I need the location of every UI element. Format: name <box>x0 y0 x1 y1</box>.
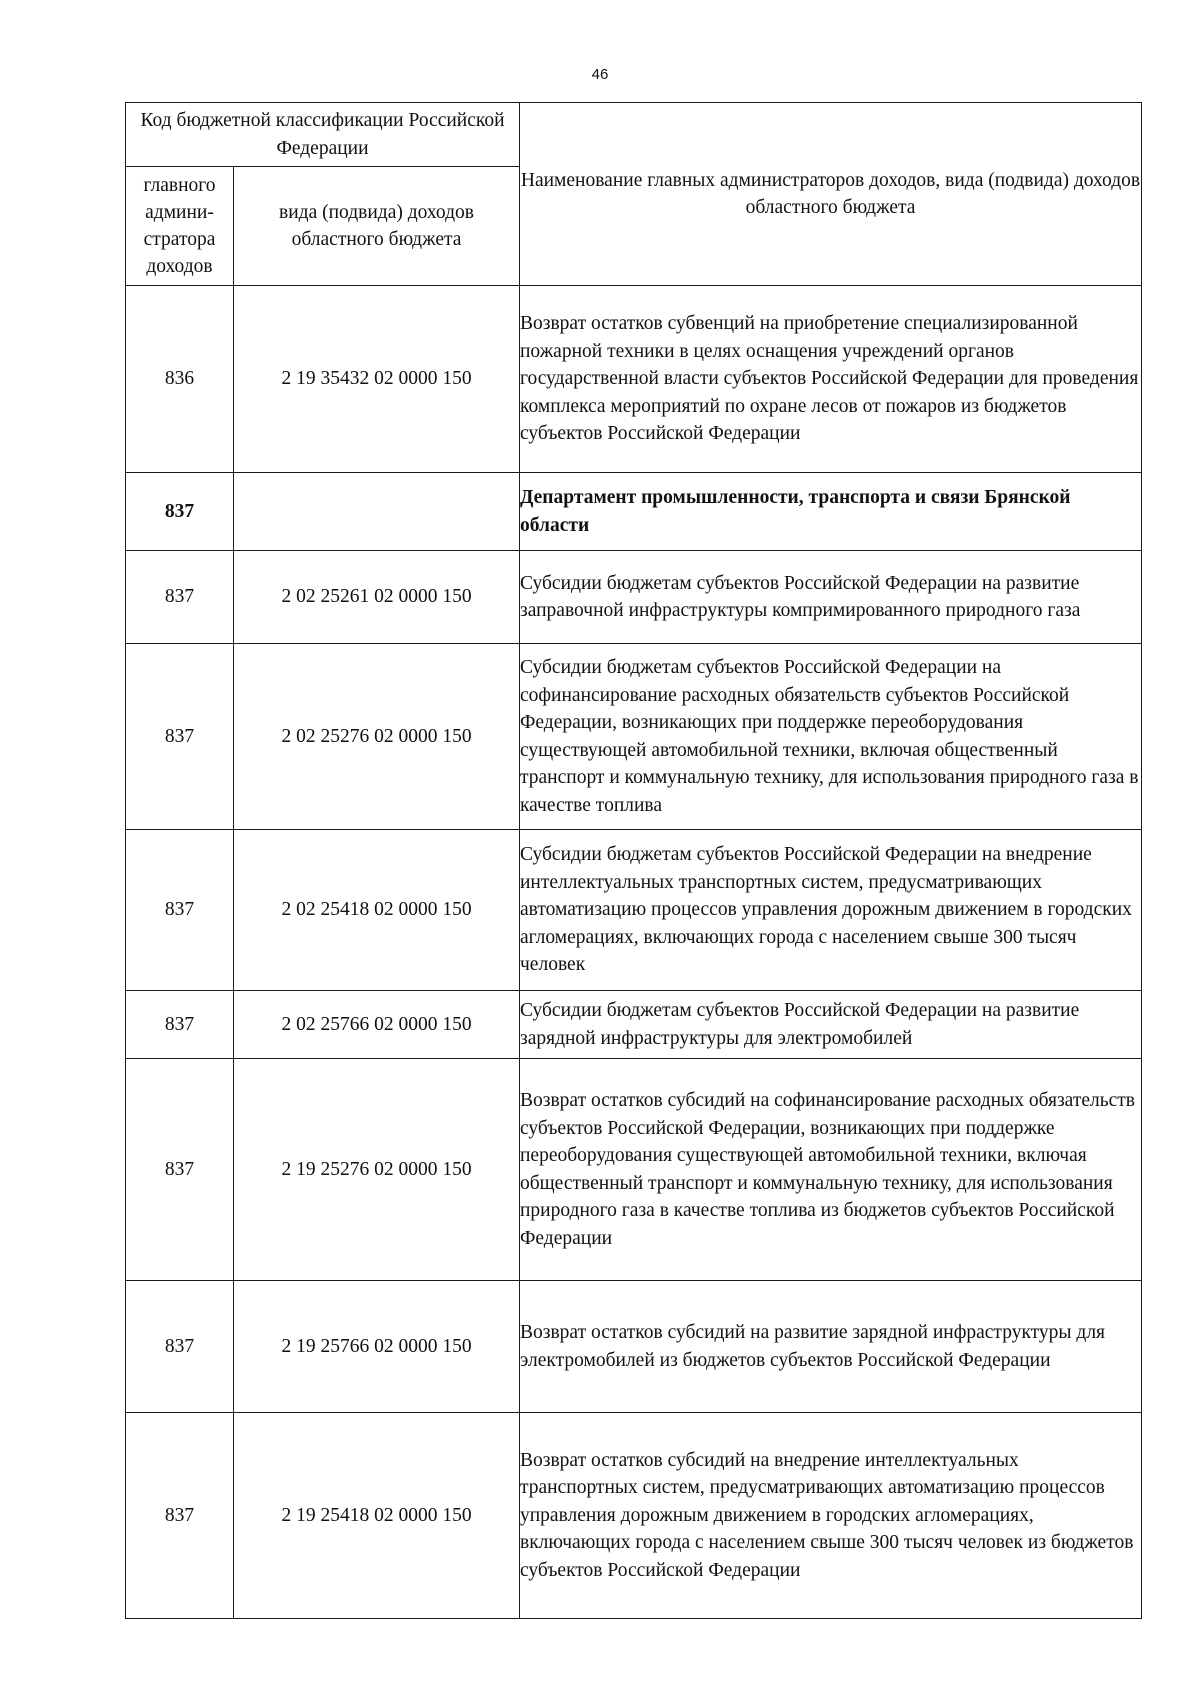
page-number: 46 <box>591 66 609 83</box>
revenue-code-cell <box>234 473 520 551</box>
table-row <box>126 286 1142 473</box>
revenue-code-cell: 2 02 25766 02 0000 150 <box>234 991 520 1059</box>
revenue-code-cell: 2 19 25276 02 0000 150 <box>234 1059 520 1281</box>
header-revenue-type: вида (подвида) доходов областного бюджета <box>234 167 520 286</box>
header-main-administrator: главного админи- стратора доходов <box>126 167 234 286</box>
admin-code-cell: 837 <box>126 551 234 644</box>
header-budget-classification-code: Код бюджетной классификации Российской Федерации <box>126 103 520 167</box>
revenue-code-cell: 2 02 25261 02 0000 150 <box>234 551 520 644</box>
admin-code-cell: 836 <box>126 286 234 473</box>
table-row <box>126 991 1142 1059</box>
budget-classification-table <box>125 102 1142 1619</box>
admin-code-cell: 837 <box>126 1281 234 1413</box>
description-cell: Возврат остатков субвенций на приобретение специализированной пожарной техники в целях оснащения учреждений органов государственной власти субъектов Российской Федерации для проведения комплекса мероприятий по охране лесов от пожаров из бюджетов субъектов Российской Федерации <box>520 286 1142 473</box>
revenue-code-cell: 2 19 25418 02 0000 150 <box>234 1413 520 1619</box>
admin-code-cell: 837 <box>126 1413 234 1619</box>
admin-code-cell: 837 <box>126 830 234 991</box>
revenue-code-cell: 2 19 25766 02 0000 150 <box>234 1281 520 1413</box>
admin-code-cell: 837 <box>126 991 234 1059</box>
description-cell: Субсидии бюджетам субъектов Российской Федерации на развитие заправочной инфраструктуры компримированного природного газа <box>520 551 1142 644</box>
revenue-code-cell: 2 19 35432 02 0000 150 <box>234 286 520 473</box>
table-row <box>126 644 1142 830</box>
table-row <box>126 551 1142 644</box>
table-row <box>126 1413 1142 1619</box>
table-row <box>126 1059 1142 1281</box>
description-cell: Субсидии бюджетам субъектов Российской Федерации на развитие зарядной инфраструктуры для электромобилей <box>520 991 1142 1059</box>
description-cell: Возврат остатков субсидий на развитие зарядной инфраструктуры для электромобилей из бюджетов субъектов Российской Федерации <box>520 1281 1142 1413</box>
department-name-cell: Департамент промышленности, транспорта и связи Брянской области <box>520 473 1142 551</box>
admin-code-cell: 837 <box>126 644 234 830</box>
description-cell: Возврат остатков субсидий на софинансирование расходных обязательств субъектов Российской Федерации, возникающих при поддержке переоборудования существующей автомобильной техники, включая общественный транспорт и коммунальную технику, для использования природного газа в качестве топлива из бюджетов субъектов Российской Федерации <box>520 1059 1142 1281</box>
table-row <box>126 1281 1142 1413</box>
description-cell: Субсидии бюджетам субъектов Российской Федерации на софинансирование расходных обязательств субъектов Российской Федерации, возникающих при поддержке переоборудования существующей автомобильной техники, включая общественный транспорт и коммунальную технику, для использования природного газа в качестве топлива <box>520 644 1142 830</box>
revenue-code-cell: 2 02 25418 02 0000 150 <box>234 830 520 991</box>
department-row <box>126 473 1142 551</box>
admin-code-cell: 837 <box>126 1059 234 1281</box>
description-cell: Возврат остатков субсидий на внедрение интеллектуальных транспортных систем, предусматривающих автоматизацию процессов управления дорожным движением в городских агломерациях, включающих города с населением свыше 300 тысяч человек из бюджетов субъектов Российской Федерации <box>520 1413 1142 1619</box>
header-administrator-name: Наименование главных администраторов доходов, вида (подвида) доходов областного бюджета <box>520 103 1142 286</box>
revenue-code-cell: 2 02 25276 02 0000 150 <box>234 644 520 830</box>
description-cell: Субсидии бюджетам субъектов Российской Федерации на внедрение интеллектуальных транспортных систем, предусматривающих автоматизацию процессов управления дорожным движением в городских агломерациях, включающих города с населением свыше 300 тысяч человек <box>520 830 1142 991</box>
table-row <box>126 830 1142 991</box>
admin-code-cell: 837 <box>126 473 234 551</box>
